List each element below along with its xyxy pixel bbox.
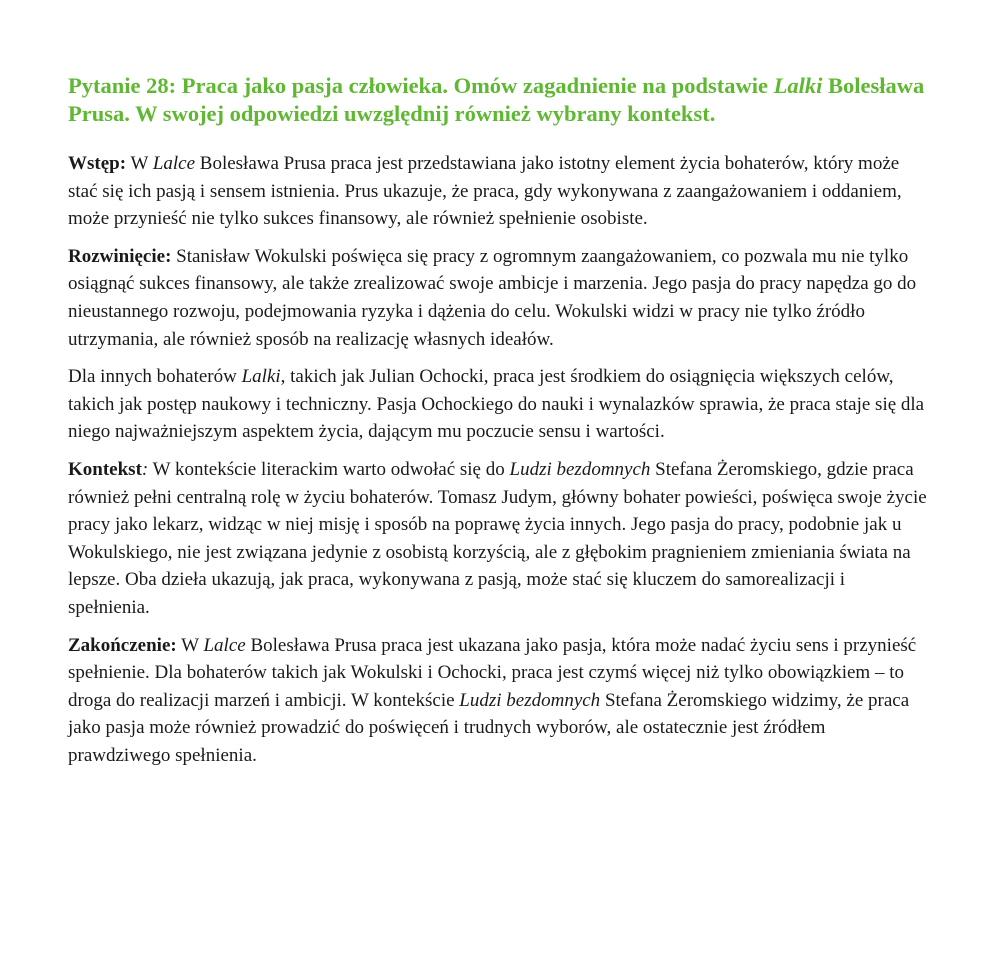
conclusion-paragraph: [68, 632, 930, 770]
intro-text-1: W: [126, 153, 153, 174]
conclusion-label: Zakończenie:: [68, 634, 177, 656]
intro-italic-lalce: Lalce: [152, 153, 196, 174]
context-text-1: W kontekście literackim warto odwołać się do: [148, 458, 510, 480]
title-text-2: Bolesława Prusa. W swojej odpowiedzi uwzględnij również wybrany kontekst.: [68, 73, 925, 126]
conclusion-text-1: W: [176, 634, 204, 656]
conclusion-text-3: Stefana Żeromskiego widzimy, że praca jako pasja może również prowadzić do poświęceń i trudnych wyborów, ale ostatecznie jest źródłem prawdziwego spełnienia.: [68, 689, 910, 766]
others-text-2: , takich jak Julian Ochocki, praca jest środkiem do osiągnięcia większych celów, takich jak postęp naukowy i techniczny. Pasja Ochockiego do nauki i wynalazków sprawia, że praca staje się dla niego najważniejszym aspektem życia, dającym mu poczucie sensu i wartości.: [68, 366, 925, 443]
context-italic-ludzi-bezdomnych: Ludzi bezdomnych: [509, 458, 651, 480]
context-colon: :: [141, 458, 149, 480]
conclusion-italic-ludzi-bezdomnych: Ludzi bezdomnych: [459, 689, 601, 711]
question-title: [68, 72, 930, 128]
document-page: [68, 72, 930, 779]
conclusion-text-2: Bolesława Prusa praca jest ukazana jako pasja, która może nadać życiu sens i przynieść spełnienie. Dla bohaterów takich jak Wokulski i Ochocki, praca jest czymś więcej niż tylko obowiązkiem – to droga do realizacji marzeń i ambicji. W kontekście: [68, 634, 917, 711]
context-paragraph: [68, 456, 930, 622]
intro-text-2: Bolesława Prusa praca jest przedstawiana jako istotny element życia bohaterów, który może stać się ich pasją i sensem istnienia. Prus ukazuje, że praca, gdy wykonywana z zaangażowaniem i oddaniem, może przynieść nie tylko sukces finansowy, ale również spełnienie osobiste.: [68, 153, 902, 230]
conclusion-italic-lalce: Lalce: [203, 634, 246, 656]
title-text-1: Pytanie 28: Praca jako pasja człowieka. Omów zagadnienie na podstawie: [68, 73, 774, 98]
intro-paragraph: [68, 150, 930, 233]
development-paragraph: [68, 243, 930, 353]
development-text: Stanisław Wokulski poświęca się pracy z ogromnym zaangażowaniem, co pozwala mu nie tylko osiągnąć sukces finansowy, ale także zrealizować swoje ambicje i marzenia. Jego pasja do pracy napędza go do nieustannego rozwoju, podejmowania ryzyka i dążenia do celu. Wokulski widzi w pracy nie tylko źródło utrzymania, ale również sposób na realizację własnych ideałów.: [68, 245, 917, 350]
intro-label: Wstęp:: [68, 153, 127, 174]
context-label: Kontekst: [68, 458, 142, 480]
title-italic-lalki: Lalki: [773, 73, 823, 98]
others-paragraph: [68, 363, 930, 446]
others-italic-lalki: Lalki: [241, 366, 281, 388]
others-text-1: Dla innych bohaterów: [68, 366, 242, 388]
context-text-2: Stefana Żeromskiego, gdzie praca również pełni centralną rolę w życiu bohaterów. Tomasz Judym, główny bohater powieści, poświęca swoje życie pracy jako lekarz, widząc w niej misję i sposób na poprawę życia innych. Jego pasja do pracy, podobnie jak u Wokulskiego, nie jest związana jedynie z osobistą korzyścią, ale z głębokim pragnieniem zmieniania świata na lepsze. Oba dzieła ukazują, jak praca, wykonywana z pasją, może stać się kluczem do samorealizacji i spełnienia.: [68, 458, 927, 618]
development-label: Rozwinięcie:: [68, 245, 172, 267]
